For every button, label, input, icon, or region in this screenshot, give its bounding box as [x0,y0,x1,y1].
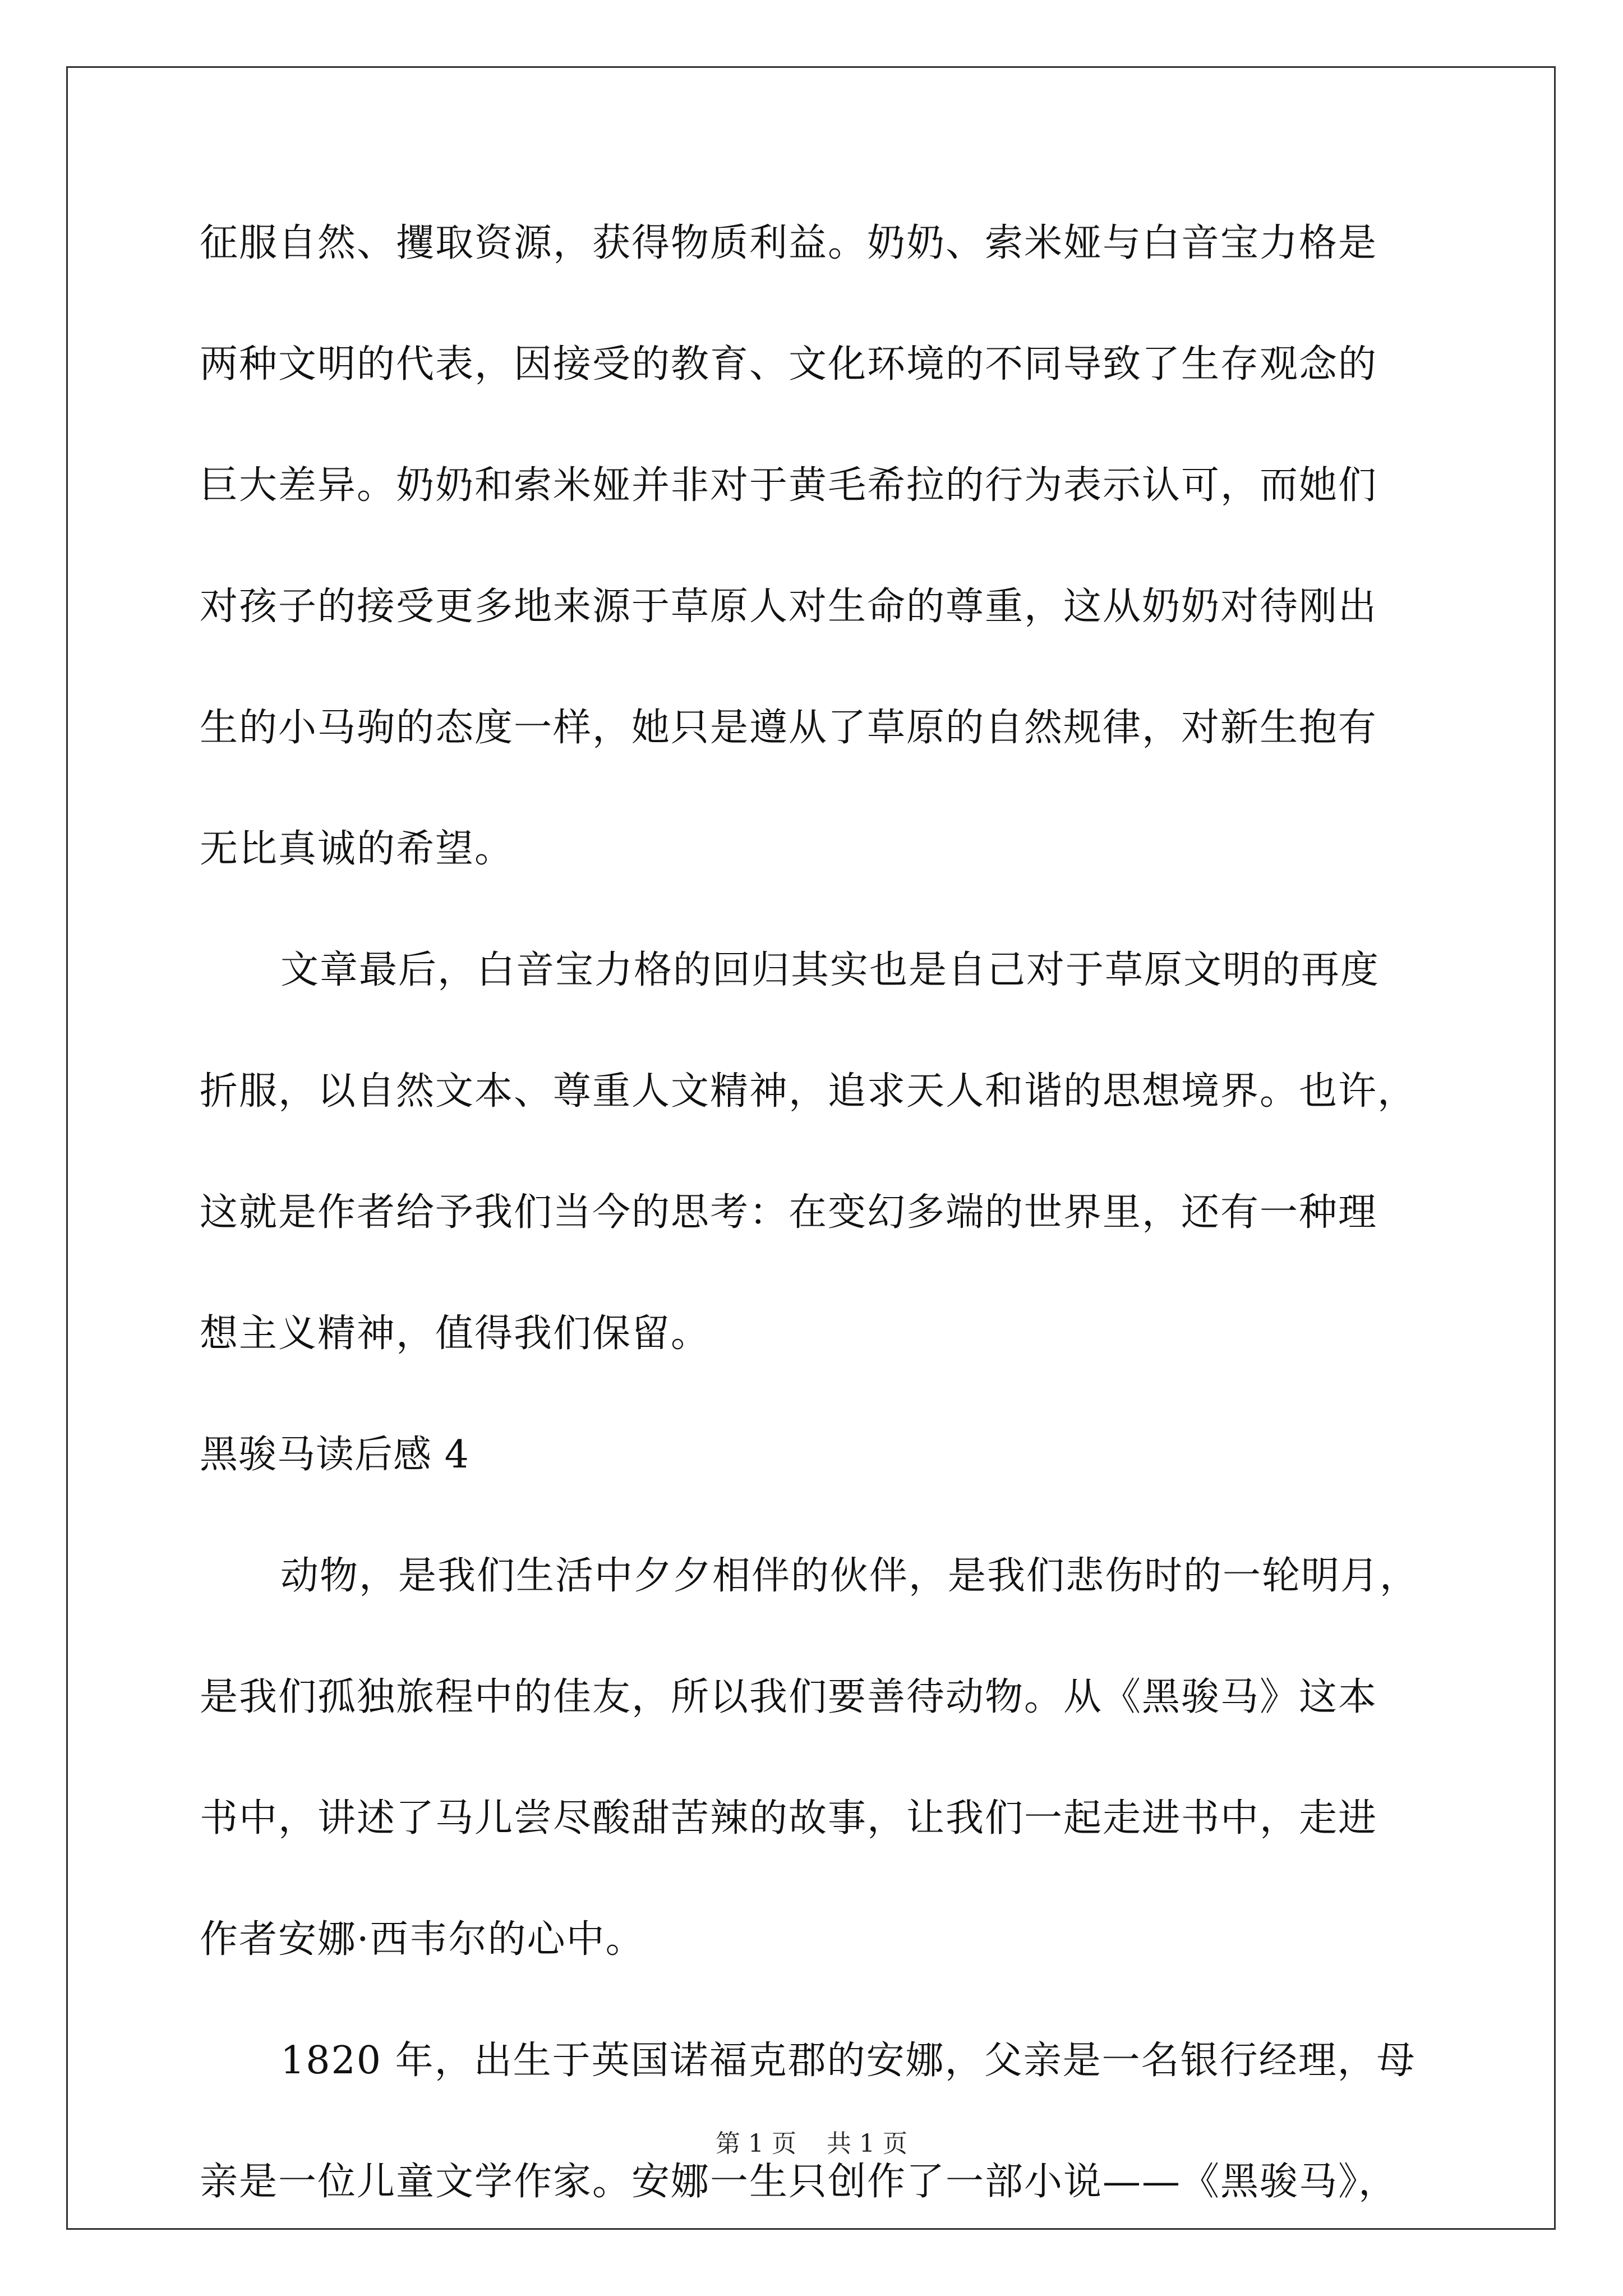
paragraph-line: 作者安娜·西韦尔的心中。 [200,1917,645,1962]
paragraph-line: 动物，是我们生活中夕夕相伴的伙伴，是我们悲伤时的一轮明月， [280,1554,1419,1598]
paragraph-line: 对孩子的接受更多地来源于草原人对生命的尊重，这从奶奶对待刚出 [200,585,1378,629]
paragraph-line: 想主义精神，值得我们保留。 [200,1312,711,1356]
paragraph-line: 书中，讲述了马儿尝尽酸甜苦辣的故事，让我们一起走进书中，走进 [200,1796,1378,1841]
page-total: 共 1 页 [827,2129,907,2158]
paragraph-line: 是我们孤独旅程中的佳友，所以我们要善待动物。从《黑骏马》这本 [200,1675,1378,1719]
paragraph-line: 1820 年，出生于英国诺福克郡的安娜，父亲是一名银行经理，母 [280,2039,1416,2083]
paragraph-line: 文章最后，白音宝力格的回归其实也是自己对于草原文明的再度 [280,948,1380,992]
paragraph-line: 这就是作者给予我们当今的思考：在变幻多端的世界里，还有一种理 [200,1190,1378,1235]
paragraph-line: 巨大差异。奶奶和索米娅并非对于黄毛希拉的行为表示认可，而她们 [200,463,1378,508]
paragraph-line: 无比真诚的希望。 [200,827,514,871]
paragraph-line: 征服自然、攫取资源，获得物质利益。奶奶、索米娅与白音宝力格是 [200,221,1378,265]
page-footer [0,2129,1623,2159]
paragraph-line: 亲是一位儿童文学作家。安娜一生只创作了一部小说——《黑骏马》， [200,2160,1398,2204]
paragraph-line: 两种文明的代表，因接受的教育、文化环境的不同导致了生存观念的 [200,342,1378,386]
paragraph-line: 折服，以自然文本、尊重人文精神，追求天人和谐的思想境界。也许， [200,1069,1417,1114]
paragraph-line: 生的小马驹的态度一样，她只是遵从了草原的自然规律，对新生抱有 [200,706,1378,750]
page-number: 第 1 页 [716,2129,796,2158]
section-heading: 黑骏马读后感 4 [200,1433,469,1477]
document-body [200,222,1433,2281]
